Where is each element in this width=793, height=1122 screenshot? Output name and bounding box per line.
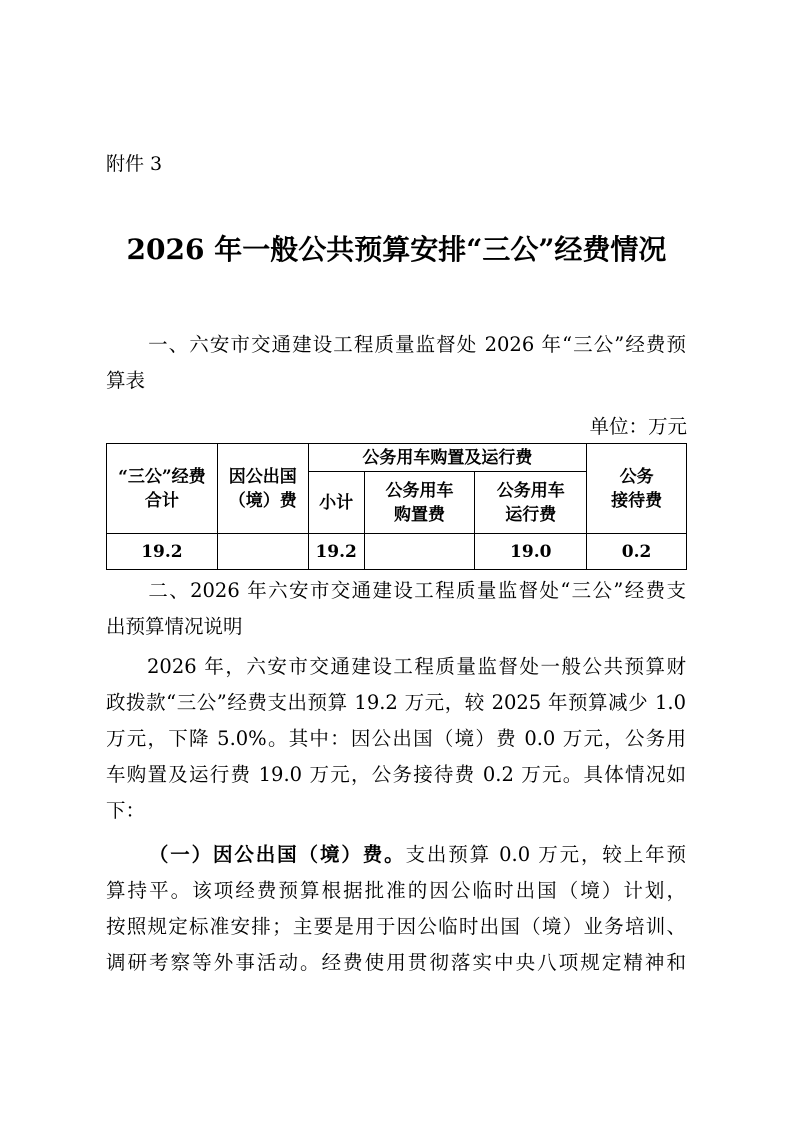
cell-total: 19.2	[107, 534, 218, 570]
summary-line-3: 万元，下降 5.0%。其中：因公出国（境）费 0.0 万元，公务用	[106, 727, 686, 750]
header-purchase: 公务用车 购置费	[364, 472, 475, 534]
section1-line-1: 一、六安市交通建设工程质量监督处 2026 年“三公”经费预	[147, 333, 686, 356]
summary-line-5: 下：	[106, 799, 146, 822]
header-subtotal: 小计	[308, 472, 364, 534]
section2-heading-line-1: 二、2026 年六安市交通建设工程质量监督处“三公”经费支	[147, 579, 686, 602]
table-row	[107, 534, 687, 570]
cell-reception: 0.2	[587, 534, 687, 570]
summary-line-4: 车购置及运行费 19.0 万元，公务接待费 0.2 万元。具体情况如	[106, 763, 686, 786]
section1-line-2: 算表	[106, 369, 146, 392]
header-vehicle-group: 公务用车购置及运行费	[308, 444, 586, 472]
header-reception: 公务 接待费	[587, 444, 687, 534]
abroad-line-2: 算持平。该项经费预算根据批准的因公临时出国（境）计划，	[106, 879, 686, 902]
section1-heading	[106, 327, 686, 399]
header-abroad: 因公出国 （境）费	[217, 444, 308, 534]
three-public-budget-table	[106, 443, 687, 570]
unit-label: 单位：万元	[589, 415, 687, 438]
cell-subtotal: 19.2	[308, 534, 364, 570]
cell-abroad	[217, 534, 308, 570]
header-operation: 公务用车 运行费	[475, 472, 587, 534]
abroad-section	[106, 837, 686, 981]
summary-line-1: 2026 年，六安市交通建设工程质量监督处一般公共预算财	[147, 655, 686, 678]
page-title: 2026 年一般公共预算安排“三公”经费情况	[126, 233, 667, 266]
cell-purchase	[364, 534, 475, 570]
cell-operation: 19.0	[475, 534, 587, 570]
abroad-line-3: 按照规定标准安排；主要是用于因公临时出国（境）业务培训、	[106, 915, 686, 938]
section2-heading	[106, 573, 686, 645]
section2-heading-line-2: 出预算情况说明	[106, 615, 243, 638]
header-total: “三公”经费 合计	[107, 444, 218, 534]
abroad-heading: （一）因公出国（境）费。	[147, 843, 406, 866]
summary-line-2: 政拨款“三公”经费支出预算 19.2 万元，较 2025 年预算减少 1.0	[106, 691, 686, 714]
abroad-line-4: 调研考察等外事活动。经费使用贯彻落实中央八项规定精神和	[106, 951, 686, 974]
attachment-label: 附件 3	[106, 153, 163, 175]
section2-summary	[106, 649, 686, 829]
abroad-line-1: （一）因公出国（境）费。支出预算 0.0 万元，较上年预	[147, 843, 686, 866]
